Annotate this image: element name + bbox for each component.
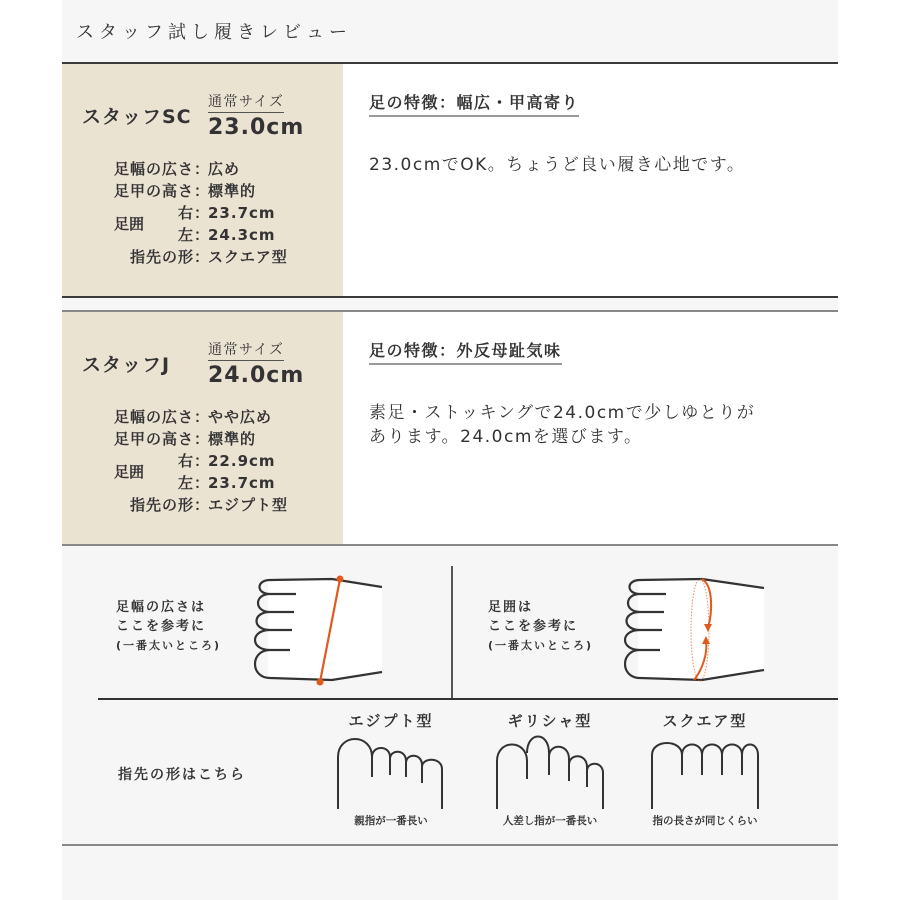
spec-colon: ： [194, 452, 210, 470]
bottom-divider [62, 844, 838, 846]
spec-colon: ： [194, 430, 210, 448]
staff-name: スタッフJ [82, 353, 171, 376]
toe-type-title: ギリシャ型 [507, 712, 593, 730]
spec-instep [82, 180, 343, 202]
usual-size-label: 通常サイズ [208, 339, 284, 361]
spec-toe-shape [82, 246, 343, 268]
review-card-j [62, 312, 838, 544]
foot-width-guide-text [116, 598, 221, 655]
foot-specs [82, 406, 343, 516]
right-foot-key: 右 [177, 452, 194, 470]
spec-width [82, 158, 343, 180]
toe-type-caption: 親指が一番長い [354, 815, 428, 827]
review-comment-panel [343, 64, 838, 296]
spec-colon: ： [194, 474, 210, 492]
left-foot-key: 左 [177, 226, 194, 244]
review-card-sc [62, 64, 838, 296]
spec-value: やや広め [208, 408, 273, 426]
spec-key: 足幅の広さ [113, 160, 194, 178]
right-foot-key: 右 [177, 204, 194, 222]
toe-type-square [640, 710, 770, 828]
staff-review-page [62, 0, 838, 900]
greek-toe-icon [494, 735, 606, 811]
staff-profile-panel [62, 312, 343, 544]
square-toe-icon [649, 735, 761, 811]
spec-circumference [82, 450, 343, 494]
comment-line: 23.0cmでOK。ちょうど良い履き心地です。 [369, 155, 746, 175]
spec-value: 標準的 [208, 182, 257, 200]
toe-type-title: スクエア型 [662, 712, 748, 730]
guide-line: 足幅の広さは [116, 600, 207, 615]
comment-line: 素足・ストッキングで24.0cmで少しゆとりが [369, 403, 756, 423]
spec-colon: ： [194, 204, 210, 222]
review-comment-panel [343, 312, 838, 544]
toe-type-caption: 指の長さが同じくらい [652, 815, 758, 827]
spec-colon: ： [194, 496, 210, 514]
egyptian-toe-icon [335, 735, 447, 811]
spec-width [82, 406, 343, 428]
review-comment [369, 401, 838, 449]
usual-size-block [208, 91, 304, 140]
spec-key: 指先の形 [129, 248, 194, 266]
usual-size-label: 通常サイズ [208, 91, 284, 113]
usual-size-block [208, 339, 304, 388]
toe-type-greek [485, 710, 615, 828]
spec-value: 広め [208, 160, 241, 178]
review-comment [369, 153, 838, 177]
spec-toe-shape [82, 494, 343, 516]
foot-specs [82, 158, 343, 268]
spec-key: 足幅の広さ [113, 408, 194, 426]
guide-note: (一番太いところ) [488, 639, 594, 652]
vertical-divider [451, 566, 453, 698]
toe-type-title: エジプト型 [348, 712, 434, 730]
spec-colon: ： [194, 408, 210, 426]
guide-line: ここを参考に [488, 619, 579, 634]
spec-value: 標準的 [208, 430, 257, 448]
spec-colon: ： [194, 226, 210, 244]
review-header [62, 0, 838, 64]
foot-width-diagram-icon [252, 574, 402, 690]
left-foot-key: 左 [177, 474, 194, 492]
toe-shape-label: 指先の形はこちら [118, 767, 246, 783]
spec-key: 足甲の高さ [113, 182, 194, 200]
circumference-label: 足囲 [113, 215, 144, 233]
foot-circumference-guide-text [488, 598, 593, 655]
right-foot-value: 22.9cm [208, 452, 276, 470]
guide-line: ここを参考に [116, 619, 207, 634]
guide-note: (一番太いところ) [116, 639, 222, 652]
left-foot-value: 23.7cm [208, 474, 276, 492]
measurement-guide [62, 544, 838, 844]
spec-key: 足甲の高さ [113, 430, 194, 448]
spec-value: スクエア型 [208, 248, 288, 266]
horizontal-divider [98, 698, 838, 700]
spec-circumference [82, 202, 343, 246]
staff-profile-panel [62, 64, 343, 296]
spec-colon: ： [194, 160, 210, 178]
spec-key: 指先の形 [129, 496, 194, 514]
spec-colon: ： [194, 248, 210, 266]
guide-line: 足囲は [488, 600, 534, 615]
usual-size-value: 24.0cm [208, 362, 305, 388]
spec-instep [82, 428, 343, 450]
spec-value: エジプト型 [208, 496, 289, 514]
usual-size-value: 23.0cm [208, 114, 305, 140]
comment-line: あります。24.0cmを選びます。 [369, 427, 643, 447]
circumference-label: 足囲 [113, 463, 144, 481]
toe-type-caption: 人差し指が一番長い [502, 815, 598, 827]
right-foot-value: 23.7cm [208, 204, 276, 222]
section-divider [62, 296, 838, 312]
left-foot-value: 24.3cm [208, 226, 276, 244]
foot-feature: 足の特徴：幅広・甲高寄り [369, 90, 579, 117]
spec-colon: ： [194, 182, 210, 200]
staff-name: スタッフSC [82, 105, 192, 128]
foot-circumference-diagram-icon [622, 574, 772, 690]
page-title: スタッフ試し履きレビュー [76, 22, 352, 43]
toe-type-egyptian [326, 710, 456, 828]
foot-feature: 足の特徴：外反母趾気味 [369, 338, 562, 365]
